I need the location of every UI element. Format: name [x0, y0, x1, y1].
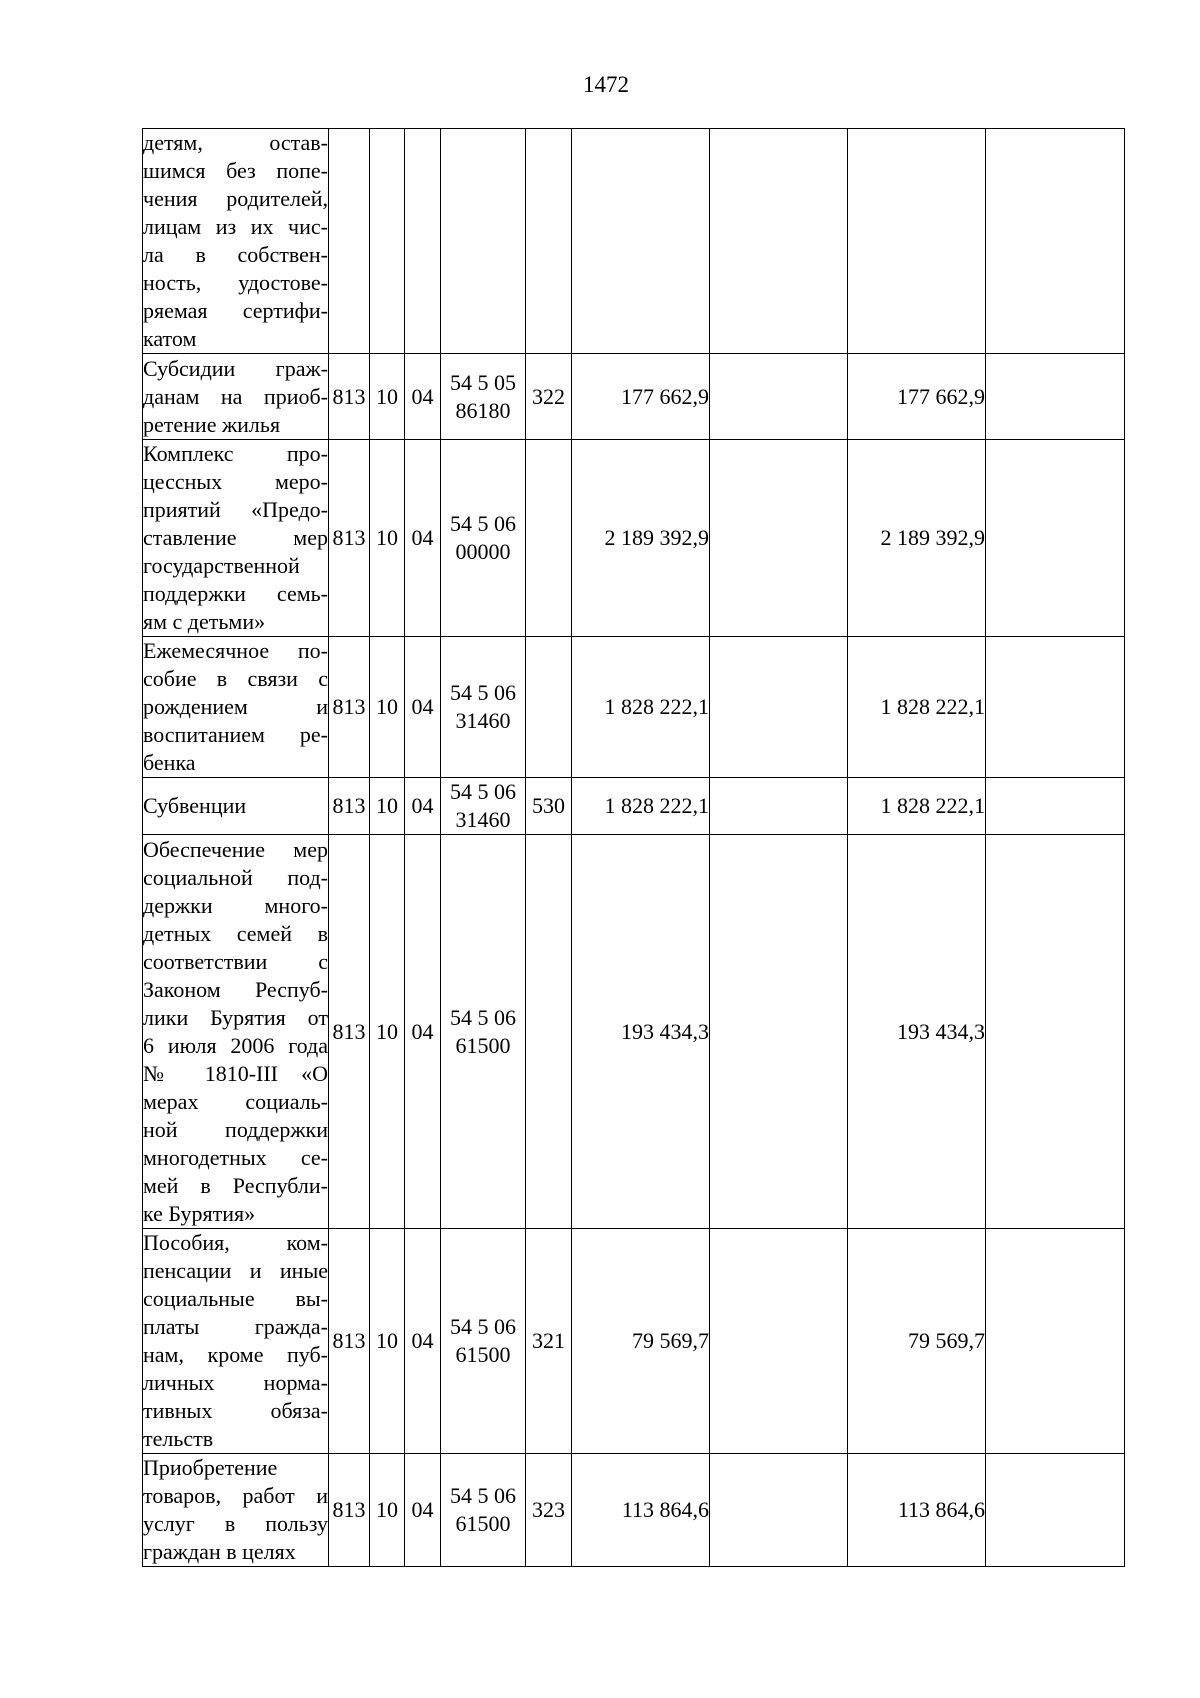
amount-cell: 1 828 222,1	[572, 778, 710, 835]
budget-table	[142, 128, 1125, 1567]
row-name-cell	[143, 440, 329, 637]
row-name-line: Субвенции	[143, 793, 247, 818]
target-article-line: 31460	[455, 708, 511, 733]
amount-cell: 79 569,7	[572, 1229, 710, 1454]
section-cell: 10	[370, 835, 405, 1229]
row-name-line: ла в собствен-	[143, 242, 328, 267]
row-name-line: Пособия, ком-	[143, 1230, 328, 1255]
target-article-line: 54 5 06	[450, 779, 516, 804]
target-article-line: 54 5 06	[450, 1004, 516, 1030]
row-name-line: пенсации и иные	[143, 1258, 328, 1283]
row-name-line: лики Бурятия от	[143, 1004, 328, 1030]
expense-type-cell	[526, 637, 572, 778]
expense-type-cell: 322	[526, 354, 572, 440]
row-name-line: 6 июля 2006 года	[143, 1032, 328, 1058]
row-name-line: цессных меро-	[143, 469, 328, 494]
row-name-line: личных норма-	[143, 1370, 328, 1395]
row-name-line: нам, кроме пуб-	[143, 1342, 328, 1367]
amount-2-cell	[710, 129, 848, 354]
row-name-line: Обеспечение мер	[143, 836, 328, 862]
row-name-line: детных семей в	[143, 920, 328, 946]
row-name-line: ке Бурятия»	[143, 1200, 256, 1226]
section-cell: 10	[370, 778, 405, 835]
subsection-cell	[405, 129, 441, 354]
target-article-line: 54 5 06	[450, 511, 516, 536]
grbs-cell	[329, 129, 370, 354]
amount-2-cell	[710, 1229, 848, 1454]
row-name-line: держки много-	[143, 892, 328, 918]
section-cell: 10	[370, 440, 405, 637]
table-body	[143, 129, 1125, 1567]
row-name-line: государственной	[143, 553, 300, 578]
row-name-cell	[143, 1454, 329, 1567]
amount-cell: 177 662,9	[572, 354, 710, 440]
section-cell: 10	[370, 354, 405, 440]
grbs-cell: 813	[329, 637, 370, 778]
row-name-cell	[143, 354, 329, 440]
grbs-cell: 813	[329, 354, 370, 440]
row-name-line: многодетных се-	[143, 1144, 328, 1170]
target-article-line: 54 5 06	[450, 1314, 516, 1339]
target-article-line: 31460	[455, 807, 511, 832]
subsection-cell: 04	[405, 1454, 441, 1567]
target-article-cell	[441, 1454, 526, 1567]
row-name-line: ям с детьми»	[143, 609, 266, 634]
row-name-line: бенка	[143, 750, 196, 775]
row-name-line: Законом Респуб-	[143, 976, 328, 1002]
subsection-cell: 04	[405, 637, 441, 778]
amount-2-cell	[710, 440, 848, 637]
row-name-line: рождением и	[143, 694, 328, 719]
amount-cell	[572, 129, 710, 354]
row-name-line: граждан в целях	[143, 1539, 296, 1564]
row-name-line: тельств	[143, 1426, 214, 1451]
amount-2-cell	[710, 637, 848, 778]
row-name-line: ной поддержки	[143, 1116, 328, 1142]
target-article-line: 61500	[455, 1511, 511, 1536]
row-name-line: лицам из их чис-	[143, 214, 328, 239]
extra-cell	[986, 440, 1125, 637]
row-name-line: данам на приоб-	[143, 383, 328, 409]
amount-total-cell: 193 434,3	[848, 835, 986, 1229]
amount-cell: 193 434,3	[572, 835, 710, 1229]
row-name-line: мей в Республи-	[143, 1172, 328, 1198]
extra-cell	[986, 354, 1125, 440]
row-name-line: Комплекс про-	[143, 441, 328, 466]
row-name-line: товаров, работ и	[143, 1483, 328, 1508]
extra-cell	[986, 129, 1125, 354]
row-name-line: Приобретение	[143, 1455, 278, 1480]
expense-type-cell: 323	[526, 1454, 572, 1567]
amount-cell: 2 189 392,9	[572, 440, 710, 637]
row-name-line: приятий «Предо-	[143, 497, 328, 522]
target-article-line: 54 5 05	[450, 369, 516, 395]
row-name-line: катом	[143, 326, 197, 351]
grbs-cell: 813	[329, 778, 370, 835]
extra-cell	[986, 1454, 1125, 1567]
section-cell: 10	[370, 637, 405, 778]
row-name-cell	[143, 1229, 329, 1454]
amount-total-cell: 1 828 222,1	[848, 637, 986, 778]
row-name-cell	[143, 778, 329, 835]
row-name-line: собие в связи с	[143, 666, 328, 691]
subsection-cell: 04	[405, 835, 441, 1229]
extra-cell	[986, 778, 1125, 835]
row-name-line: мерах социаль-	[143, 1088, 328, 1114]
amount-total-cell: 79 569,7	[848, 1229, 986, 1454]
grbs-cell: 813	[329, 1454, 370, 1567]
row-name-line: тивных обяза-	[143, 1398, 328, 1423]
expense-type-cell	[526, 835, 572, 1229]
row-name-line: Субсидии граж-	[143, 355, 328, 381]
target-article-cell	[441, 129, 526, 354]
section-cell: 10	[370, 1454, 405, 1567]
target-article-line: 54 5 06	[450, 1483, 516, 1508]
extra-cell	[986, 835, 1125, 1229]
table-row	[143, 637, 1125, 778]
table-row	[143, 1229, 1125, 1454]
subsection-cell: 04	[405, 1229, 441, 1454]
amount-total-cell: 2 189 392,9	[848, 440, 986, 637]
target-article-line: 61500	[455, 1342, 511, 1367]
target-article-cell	[441, 835, 526, 1229]
table-row	[143, 1454, 1125, 1567]
target-article-cell	[441, 354, 526, 440]
target-article-cell	[441, 440, 526, 637]
table-row	[143, 354, 1125, 440]
table-row	[143, 440, 1125, 637]
table-row	[143, 129, 1125, 354]
amount-cell: 113 864,6	[572, 1454, 710, 1567]
section-cell	[370, 129, 405, 354]
row-name-line: Ежемесячное по-	[143, 638, 328, 663]
expense-type-cell	[526, 129, 572, 354]
row-name-line: поддержки семь-	[143, 581, 328, 606]
subsection-cell: 04	[405, 354, 441, 440]
amount-total-cell: 1 828 222,1	[848, 778, 986, 835]
amount-2-cell	[710, 354, 848, 440]
target-article-cell	[441, 637, 526, 778]
row-name-cell	[143, 129, 329, 354]
row-name-line: услуг в пользу	[143, 1511, 328, 1536]
grbs-cell: 813	[329, 1229, 370, 1454]
row-name-line: шимся без попе-	[143, 158, 328, 183]
row-name-line: ряемая сертифи-	[143, 298, 328, 323]
extra-cell	[986, 1229, 1125, 1454]
row-name-line: соответствии с	[143, 948, 328, 974]
page-number: 1472	[583, 72, 629, 97]
row-name-cell	[143, 835, 329, 1229]
amount-total-cell: 177 662,9	[848, 354, 986, 440]
expense-type-cell: 321	[526, 1229, 572, 1454]
amount-2-cell	[710, 835, 848, 1229]
table-row	[143, 835, 1125, 1229]
grbs-cell: 813	[329, 835, 370, 1229]
subsection-cell: 04	[405, 440, 441, 637]
amount-total-cell	[848, 129, 986, 354]
amount-total-cell: 113 864,6	[848, 1454, 986, 1567]
row-name-line: чения родителей,	[143, 186, 328, 211]
row-name-line: социальные вы-	[143, 1286, 328, 1311]
row-name-cell	[143, 637, 329, 778]
grbs-cell: 813	[329, 440, 370, 637]
row-name-line: № 1810-III «О	[143, 1060, 328, 1086]
target-article-line: 61500	[455, 1032, 511, 1058]
row-name-line: детям, остав-	[143, 130, 328, 155]
row-name-line: платы гражда-	[143, 1314, 328, 1339]
target-article-line: 54 5 06	[450, 680, 516, 705]
expense-type-cell	[526, 440, 572, 637]
amount-2-cell	[710, 778, 848, 835]
subsection-cell: 04	[405, 778, 441, 835]
target-article-cell	[441, 778, 526, 835]
row-name-line: социальной под-	[143, 864, 328, 890]
row-name-line: воспитанием ре-	[143, 722, 328, 747]
table-row	[143, 778, 1125, 835]
section-cell: 10	[370, 1229, 405, 1454]
amount-cell: 1 828 222,1	[572, 637, 710, 778]
target-article-line: 86180	[455, 397, 511, 423]
row-name-line: ставление мер	[143, 525, 328, 550]
row-name-line: ретение жилья	[143, 411, 281, 437]
expense-type-cell: 530	[526, 778, 572, 835]
target-article-cell	[441, 1229, 526, 1454]
target-article-line: 00000	[455, 539, 511, 564]
extra-cell	[986, 637, 1125, 778]
amount-2-cell	[710, 1454, 848, 1567]
row-name-line: ность, удостове-	[143, 270, 328, 295]
